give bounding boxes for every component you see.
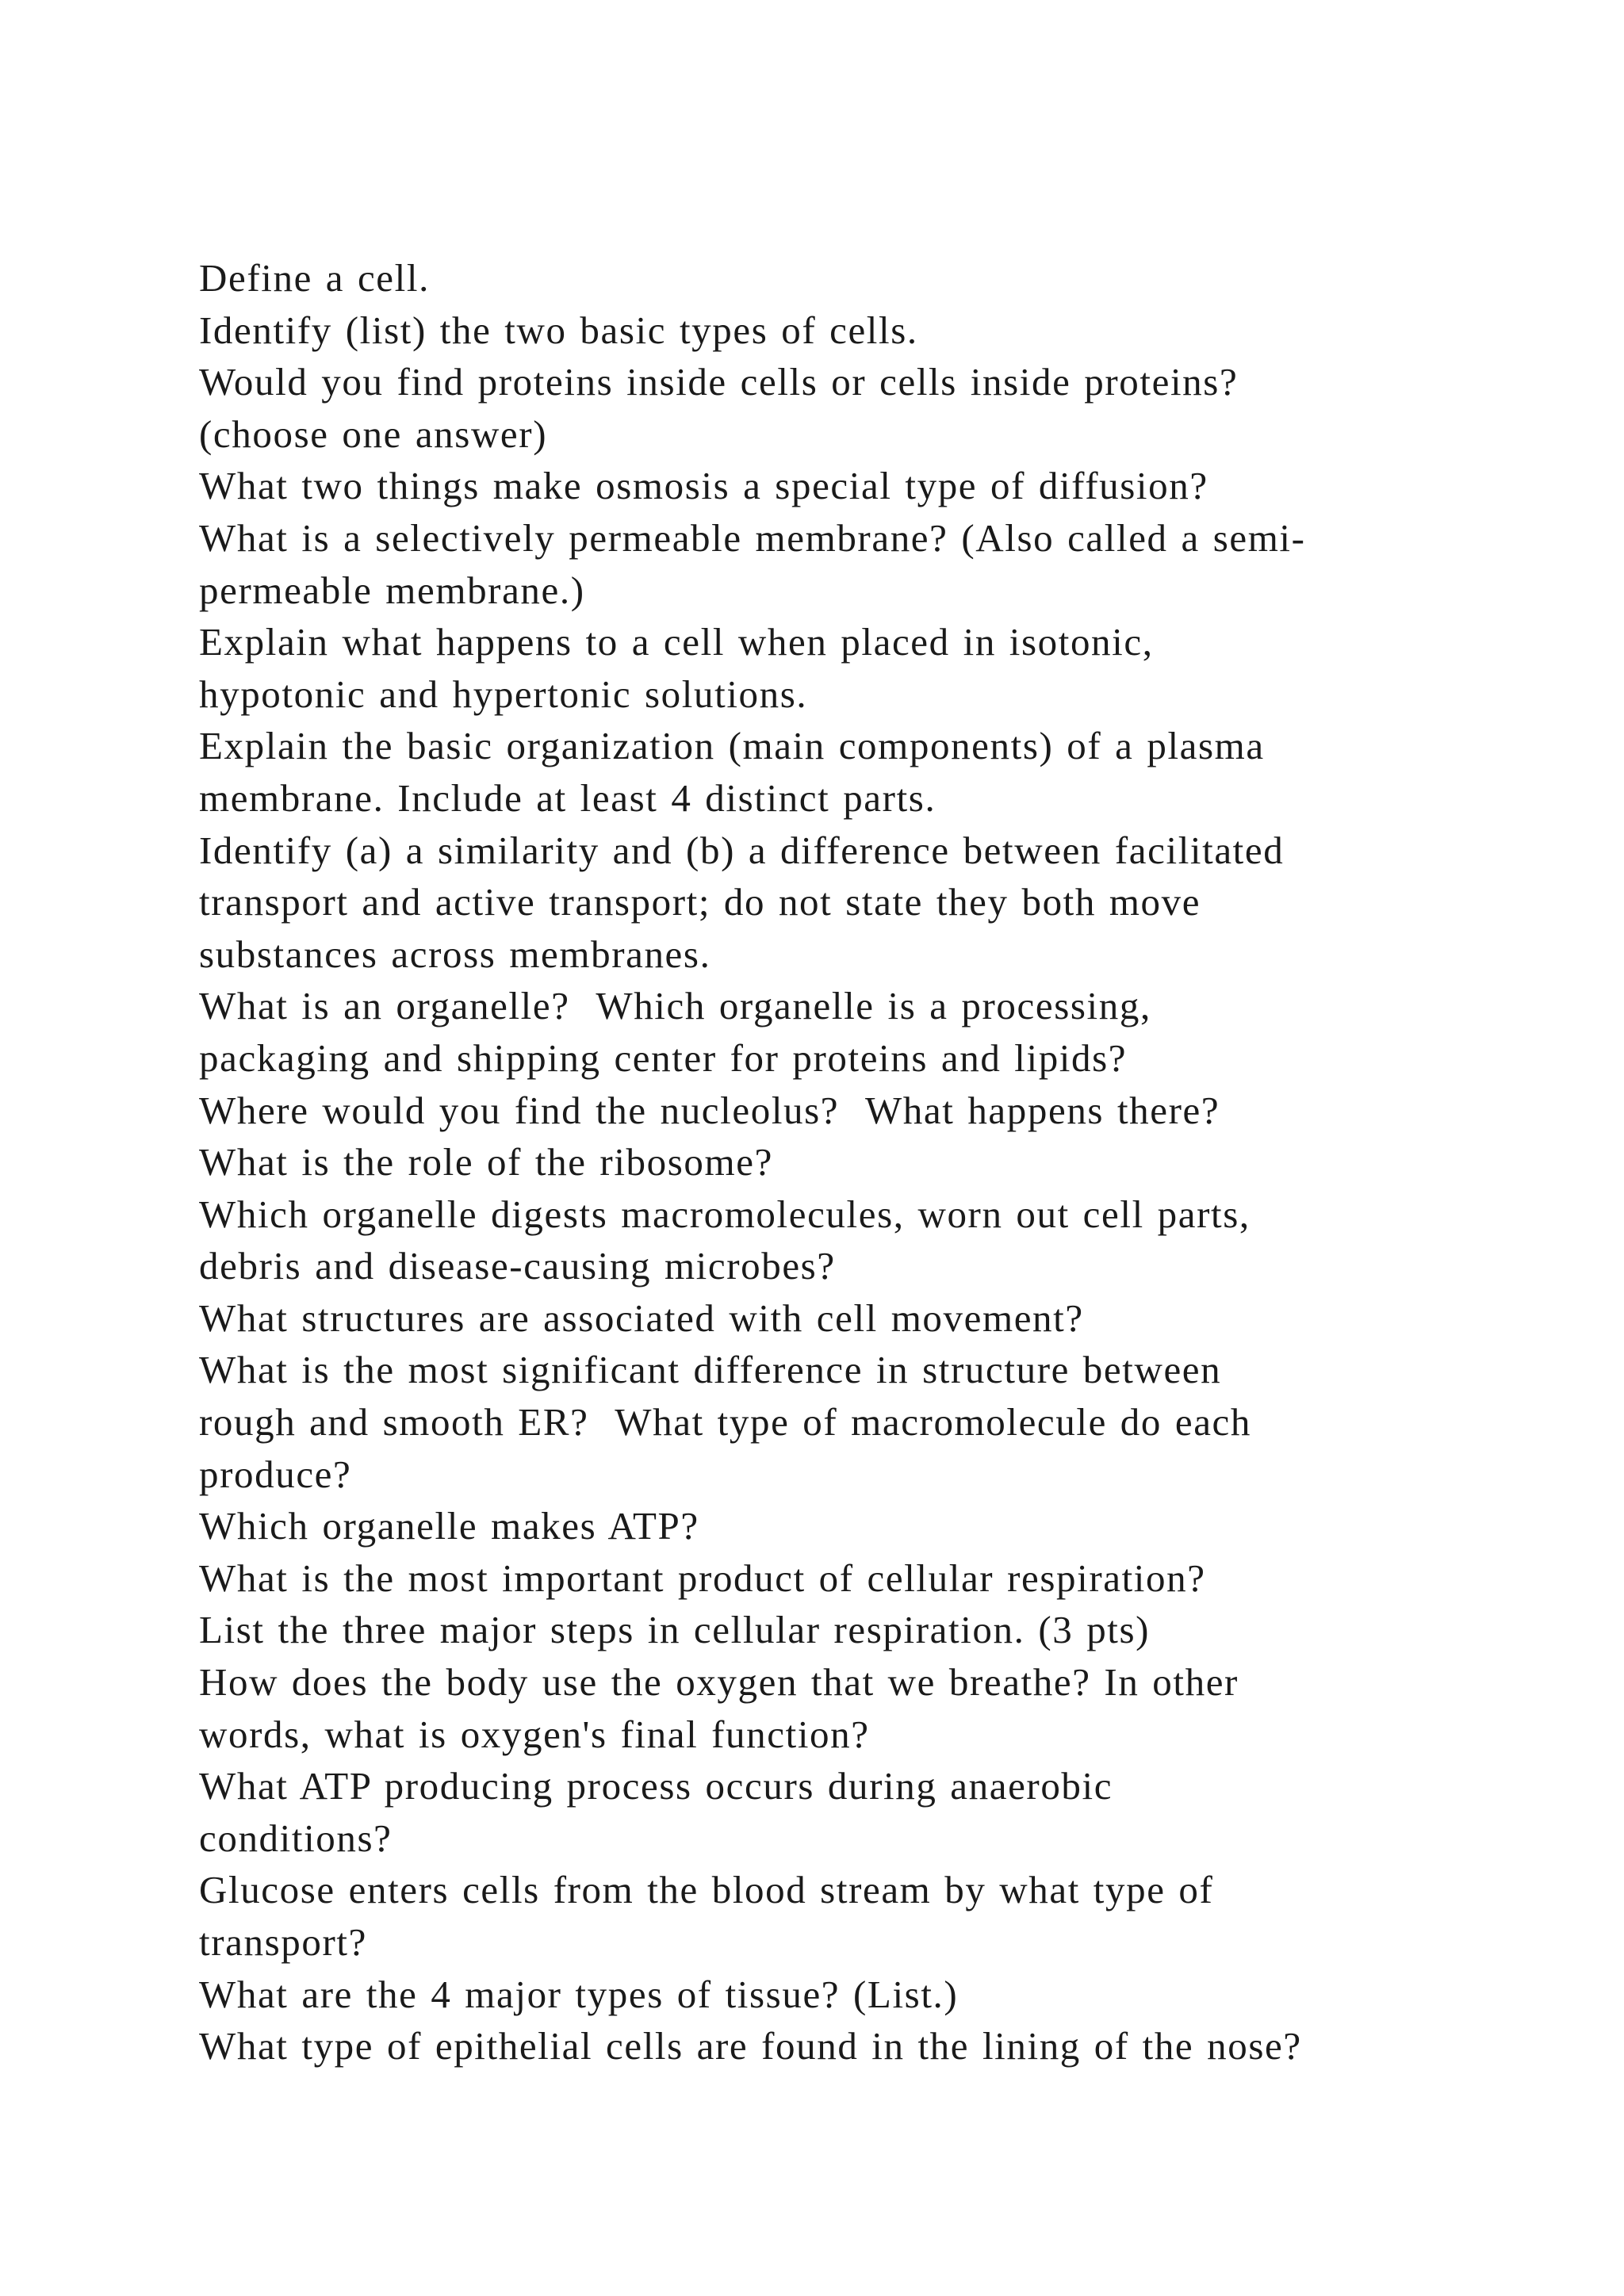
text-line: What structures are associated with cell movement? — [199, 1295, 1084, 1340]
text-line: Define a cell. — [199, 256, 430, 300]
text-line: substances across membranes. — [199, 932, 711, 976]
text-line: Which organelle makes ATP? — [199, 1504, 699, 1548]
text-line: Explain the basic organization (main components) of a plasma — [199, 724, 1265, 768]
text-line: transport? — [199, 1920, 367, 1964]
text-line: What is the most significant difference in structure between — [199, 1348, 1222, 1392]
text-line: packaging and shipping center for proteins and lipids? — [199, 1035, 1128, 1080]
text-line: membrane. Include at least 4 distinct parts. — [199, 775, 936, 820]
text-line: permeable membrane.) — [199, 568, 585, 612]
text-line: hypotonic and hypertonic solutions. — [199, 672, 808, 716]
text-line: List the three major steps in cellular respiration. (3 pts) — [199, 1608, 1151, 1652]
text-line: Where would you find the nucleolus? What happens there? — [199, 1088, 1220, 1132]
text-line: conditions? — [199, 1816, 393, 1860]
text-line: Which organelle digests macromolecules, worn out cell parts, — [199, 1192, 1251, 1236]
text-line: What is a selectively permeable membrane? (Also called a semi- — [199, 515, 1306, 560]
text-line: What type of epithelial cells are found in the lining of the nose? — [199, 2024, 1302, 2068]
text-line: rough and smooth ER? What type of macromolecule do each — [199, 1400, 1251, 1445]
text-line: What two things make osmosis a special type of diffusion? — [199, 464, 1208, 508]
text-line: Identify (list) the two basic types of cells. — [199, 308, 918, 352]
question-list — [199, 252, 1563, 2072]
text-line: Explain what happens to a cell when placed in isotonic, — [199, 620, 1154, 664]
text-line: Would you find proteins inside cells or cells inside proteins? — [199, 360, 1239, 404]
text-line: What is the role of the ribosome? — [199, 1140, 773, 1184]
text-line: What are the 4 major types of tissue? (List.) — [199, 1972, 959, 2016]
text-line: Identify (a) a similarity and (b) a difference between facilitated — [199, 828, 1285, 872]
text-line: debris and disease-causing microbes? — [199, 1244, 836, 1288]
text-line: (choose one answer) — [199, 411, 548, 456]
text-line: Glucose enters cells from the blood stream by what type of — [199, 1868, 1214, 1912]
text-line: How does the body use the oxygen that we breathe? In other — [199, 1660, 1239, 1705]
text-line: transport and active transport; do not state they both move — [199, 880, 1201, 924]
text-line: What ATP producing process occurs during anaerobic — [199, 1764, 1113, 1808]
text-line: What is an organelle? Which organelle is a processing, — [199, 984, 1151, 1028]
text-line: words, what is oxygen's final function? — [199, 1712, 870, 1756]
text-line: produce? — [199, 1452, 352, 1496]
text-line: What is the most important product of cellular respiration? — [199, 1556, 1206, 1600]
